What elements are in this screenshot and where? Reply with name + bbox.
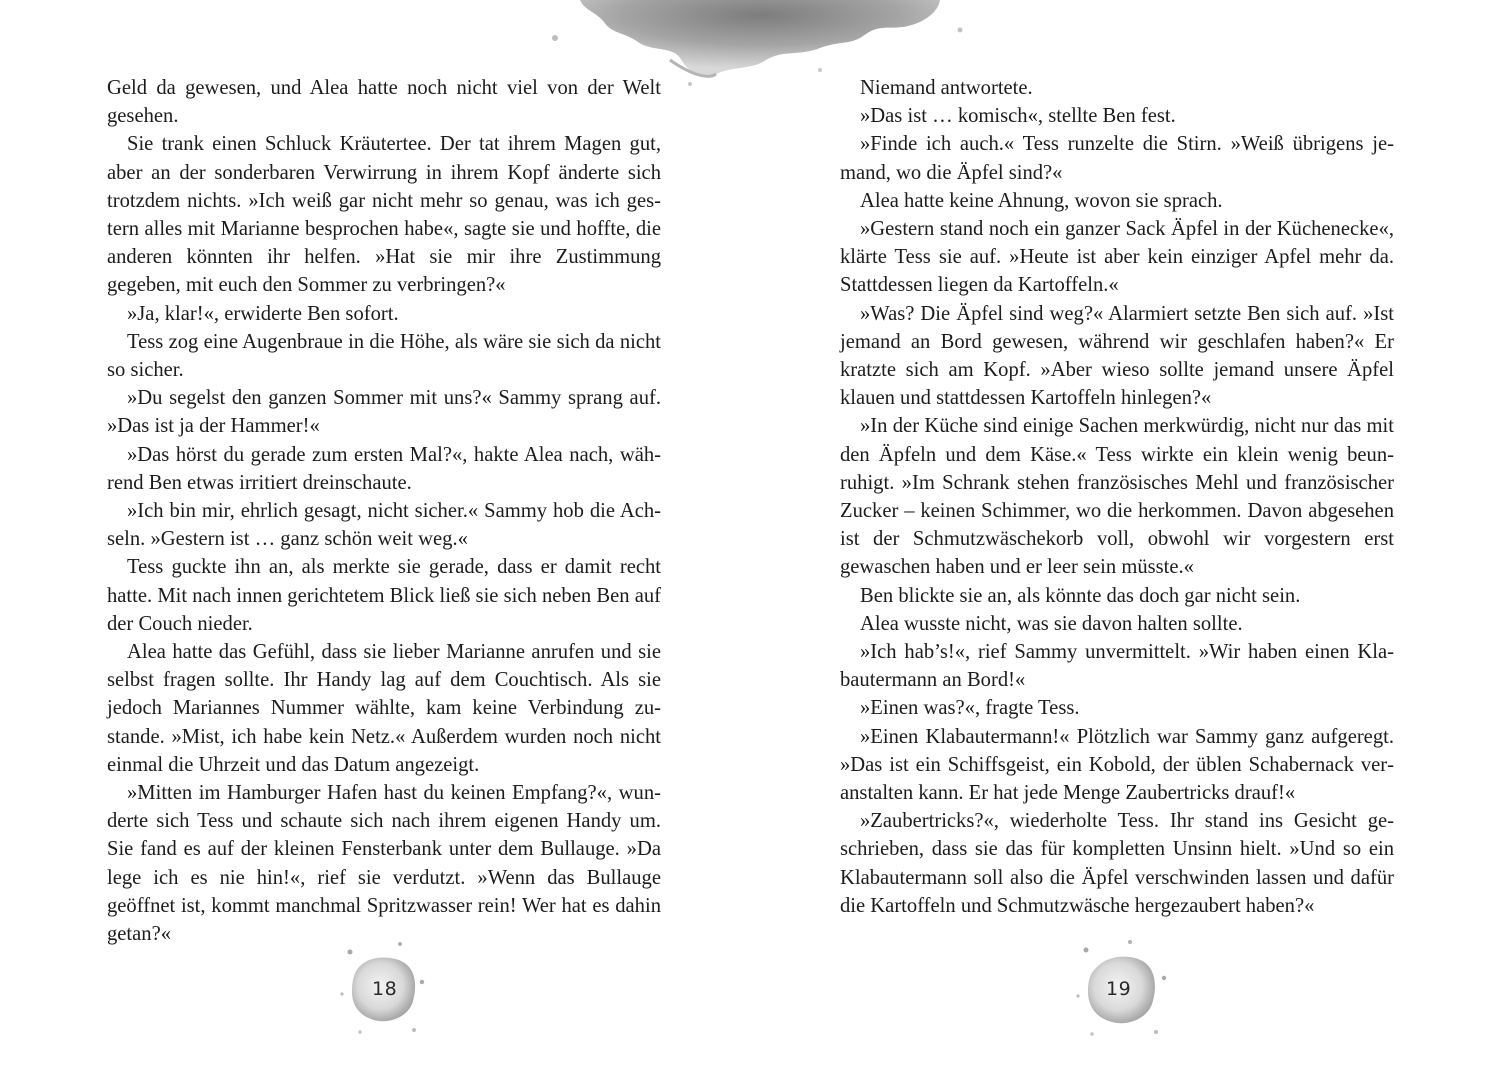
- paragraph: »Was? Die Äpfel sind weg?« Alarmiert setzte Ben sich auf. »Ist jemand an Bord gewesen, während wir geschlafen haben?« Er kratzte sich am Kopf. »Aber wieso sollte jemand unsere Äpfel klauen und stattdessen Kartoffeln hinlegen?«: [840, 302, 1394, 410]
- paragraph: »Das hörst du gerade zum ersten Mal?«, hakte Alea nach, während Ben etwas irritiert dreinschaute.: [107, 443, 661, 494]
- paragraph: »Ja, klar!«, erwiderte Ben sofort.: [127, 302, 399, 325]
- paragraph: Niemand antwortete.: [860, 77, 1033, 99]
- paragraph: »Ich bin mir, ehrlich gesagt, nicht sicher.« Sammy hob die Achseln. »Gestern ist … ganz schön weit weg.«: [107, 500, 661, 551]
- right-page-body: [840, 74, 1394, 920]
- left-page: [107, 74, 661, 948]
- paragraph: »Einen was?«, fragte Tess.: [860, 697, 1080, 720]
- page-number-left: 18: [372, 978, 398, 1000]
- paragraph: Alea hatte keine Ahnung, wovon sie sprach.: [860, 189, 1223, 212]
- paragraph: »In der Küche sind einige Sachen merkwürdig, nicht nur das mit den Äpfeln und dem Käse.« Tess wirkte ein klein wenig beunruhigt. »Im Schrank stehen französisches Mehl und französischer Zucker – keinen Schimmer, wo die herkommen. Davon abgesehen ist der Schmutzwäschekorb voll, obwohl wir vorgestern erst gewaschen haben und er leer sein müsste.«: [840, 415, 1394, 579]
- paragraph: »Gestern stand noch ein ganzer Sack Äpfel in der Küchenecke«, klärte Tess sie auf. »Heute ist aber kein einziger Apfel mehr da. Stattdessen liegen da Kartoffeln.«: [840, 218, 1394, 297]
- paragraph: Tess guckte ihn an, als merkte sie gerade, dass er damit recht hatte. Mit nach innen gerichtetem Blick ließ sie sich neben Ben auf der Couch nieder.: [107, 556, 661, 635]
- paragraph: Alea hatte das Gefühl, dass sie lieber Marianne anrufen und sie selbst fragen sollte. Ihr Handy lag auf dem Couchtisch. Als sie jedoch Mariannes Nummer wählte, kam keine Verbindung zustande. »Mist, ich habe kein Netz.« Außerdem wurden noch nicht einmal die Uhrzeit und das Datum angezeigt.: [107, 641, 661, 776]
- paragraph: »Ich hab’s!«, rief Sammy unvermittelt. »Wir haben einen Klabautermann an Bord!«: [840, 641, 1394, 692]
- right-page: [840, 74, 1394, 920]
- paragraph: Tess zog eine Augenbraue in die Höhe, als wäre sie sich da nicht so sicher.: [107, 330, 661, 382]
- paragraph: »Das ist … komisch«, stellte Ben fest.: [860, 105, 1176, 128]
- paragraph: »Finde ich auch.« Tess runzelte die Stirn. »Weiß übrigens jemand, wo die Äpfel sind?«: [840, 133, 1394, 184]
- paragraph: Alea wusste nicht, was sie davon halten sollte.: [860, 612, 1243, 635]
- paragraph: »Zaubertricks?«, wiederholte Tess. Ihr stand ins Gesicht geschrieben, dass sie das für kompletten Unsinn hielt. »Und so ein Klabautermann soll also die Äpfel verschwinden lassen und dafür die Kartoffeln und Schmutzwäsche hergezaubert haben?«: [840, 810, 1394, 917]
- paragraph: Sie trank einen Schluck Kräutertee. Der tat ihrem Magen gut, aber an der sonderbaren Verwirrung in ihrem Kopf änderte sich trotzdem nichts. »Ich weiß gar nicht mehr so genau, was ich gestern alles mit Marianne besprochen habe«, sagte sie und hoffte, die anderen könnten ihr helfen. »Hat sie mir ihre Zustimmung gegeben, mit euch den Sommer zu verbringen?«: [107, 133, 661, 297]
- paragraph: »Mitten im Hamburger Hafen hast du keinen Empfang?«, wunderte sich Tess und schaute sich nach ihrem eigenen Handy um. Sie fand es auf der kleinen Fensterbank unter dem Bullauge. »Da lege ich es nie hin!«, rief sie verdutzt. »Wenn das Bullauge geöffnet ist, kommt manchmal Spritzwasser rein! Wer hat es dahin getan?«: [107, 782, 661, 946]
- page-number-right: 19: [1106, 978, 1132, 1000]
- paragraph: »Du segelst den ganzen Sommer mit uns?« Sammy sprang auf. »Das ist ja der Hammer!«: [107, 387, 661, 438]
- paragraph: Geld da gewesen, und Alea hatte noch nicht viel von der Welt gesehen.: [107, 77, 661, 128]
- paragraph: »Einen Klabautermann!« Plötzlich war Sammy ganz aufgeregt. »Das ist ein Schiffsgeist, ein Kobold, der üblen Schabernack veranstalten kann. Er hat jede Menge Zaubertricks drauf!«: [840, 725, 1394, 805]
- paragraph: Ben blickte sie an, als könnte das doch gar nicht sein.: [860, 584, 1301, 607]
- left-page-body: [107, 74, 661, 948]
